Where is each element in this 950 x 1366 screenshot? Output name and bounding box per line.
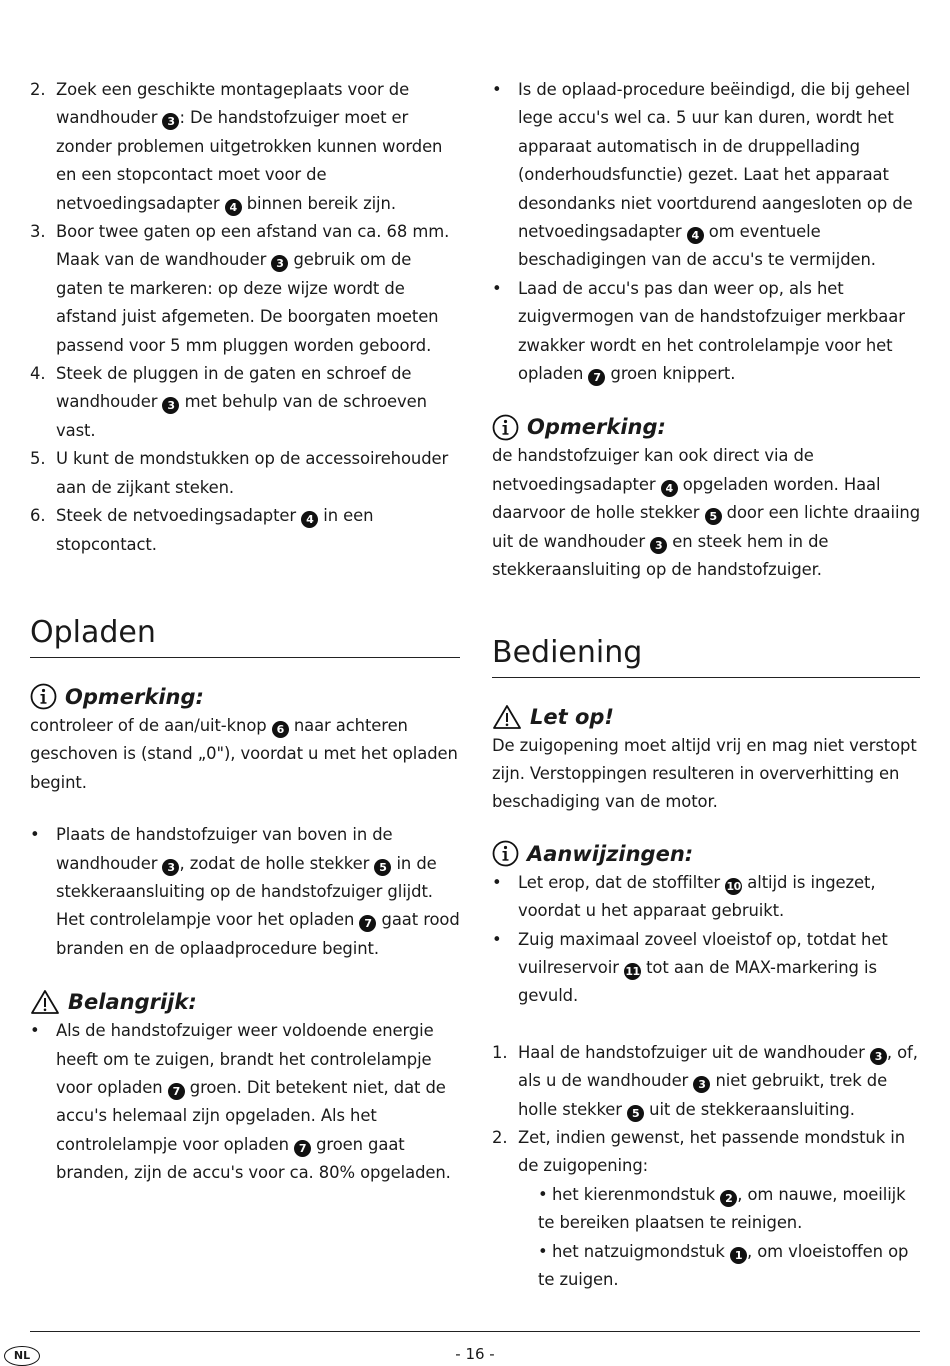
step-number: 5.	[30, 449, 46, 469]
section-title-opladen: Opladen	[30, 613, 460, 658]
bullet: •	[492, 872, 502, 892]
list-item	[30, 218, 460, 360]
step-text: Steek de pluggen in de gaten en schroef de wandhouder 3 met behulp van de schroeven vast.	[56, 364, 427, 440]
step-text: Steek de netvoedingsadapter 4 in een stopcontact.	[56, 506, 374, 554]
list-item	[30, 1017, 460, 1187]
bullet: •	[30, 1021, 40, 1041]
bullet-text: Plaats de handstofzuiger van boven in de wandhouder 3 , zodat de holle stekker 5 in de stekkeraansluiting op de handstofzuiger glijdt. Het controlelampje voor het opladen 7 gaat rood branden en de oplaadprocedure begint.	[56, 825, 460, 958]
reference-number-marker: 7	[359, 915, 376, 932]
caution-text: De zuigopening moet altijd vrij en mag niet verstopt zijn. Verstoppingen resulteren in oververhitting en beschadiging van de motor.	[492, 735, 917, 812]
step-number: 6.	[30, 506, 46, 526]
list-item	[30, 502, 460, 559]
note-heading	[492, 412, 920, 442]
info-icon	[492, 840, 519, 867]
note-text: de handstofzuiger kan ook direct via de netvoedingsadapter 4 opgeladen worden. Haal daarvoor de holle stekker 5 door een lichte draaiing uit de wandhouder 3 en steek hem in de stekkeraansluiting op de handstofzuiger.	[492, 446, 921, 580]
reference-number-marker: 4	[687, 227, 704, 244]
important-bullets	[30, 1017, 460, 1187]
reference-number-marker: 7	[588, 369, 605, 386]
step-text: Zet, indien gewenst, het passende mondstuk in de zuigopening:	[518, 1127, 905, 1176]
reference-number-marker: 3	[162, 113, 179, 130]
reference-number-marker: 10	[726, 879, 741, 893]
charging-bullets-continued	[492, 76, 920, 388]
bullet: •	[492, 929, 502, 949]
reference-number-marker: 3	[162, 397, 179, 414]
step-number: 4.	[30, 364, 46, 384]
mounting-steps	[30, 76, 460, 559]
warning-icon	[492, 704, 522, 730]
right-column	[492, 76, 920, 1294]
reference-number-marker: 4	[225, 199, 242, 216]
section-title-bediening: Bediening	[492, 633, 920, 678]
bullet-text: Is de oplaad-procedure beëindigd, die bij geheel lege accu's wel ca. 5 uur kan duren, wordt het apparaat automatisch in de druppellading (onderhoudsfunctie) gezet. Laat het apparaat desondanks niet voortdurend aangesloten op de netvoedingsadapter 4 om eventuele beschadigingen van de accu's te vermijden.	[518, 80, 913, 270]
list-item	[538, 1181, 920, 1238]
reference-number-marker: 2	[720, 1190, 737, 1207]
reference-number-marker: 11	[625, 964, 640, 978]
info-icon	[30, 683, 57, 710]
charging-bullets	[30, 821, 460, 963]
reference-number-marker: 7	[294, 1140, 311, 1157]
left-column	[30, 76, 460, 1188]
list-item	[30, 445, 460, 502]
reference-number-marker: 3	[650, 537, 667, 554]
caution-heading	[492, 702, 920, 732]
reference-number-marker: 3	[693, 1076, 710, 1093]
bullet-text: Let erop, dat de stoffilter 10 altijd is ingezet, voordat u het apparaat gebruikt.	[518, 872, 876, 921]
step-number: 3.	[30, 222, 46, 242]
bullet: •	[30, 825, 40, 845]
list-item	[492, 1124, 920, 1294]
nozzle-options	[518, 1181, 920, 1295]
reference-number-marker: 5	[627, 1105, 644, 1122]
list-item	[492, 76, 920, 275]
important-heading	[30, 987, 460, 1017]
list-item	[30, 821, 460, 963]
bullet: •	[492, 278, 502, 298]
list-item	[492, 275, 920, 389]
bullet-text: Als de handstofzuiger weer voldoende energie heeft om te zuigen, brandt het controlelampje voor opladen 7 groen. Dit betekent niet, dat de accu's helemaal zijn opgeladen. Als het controlelampje voor opladen 7 groen gaat branden, zijn de accu's voor ca. 80% opgeladen.	[56, 1021, 451, 1183]
list-item	[30, 360, 460, 445]
reference-number-marker: 3	[162, 859, 179, 876]
list-item	[492, 926, 920, 1011]
page-number: - 16 -	[455, 1345, 495, 1363]
step-number: 2.	[492, 1127, 508, 1147]
reference-number-marker: 1	[730, 1247, 747, 1264]
list-item	[30, 76, 460, 218]
warning-icon	[30, 989, 60, 1015]
sub-bullet-text: het kierenmondstuk 2 , om nauwe, moeilijk te bereiken plaatsen te reinigen.	[538, 1184, 906, 1233]
list-item	[492, 1039, 920, 1124]
sub-bullet-text: het natzuigmondstuk 1 , om vloeistoffen op te zuigen.	[538, 1241, 909, 1289]
list-item	[492, 869, 920, 926]
step-number: 1.	[492, 1042, 508, 1062]
footer-divider	[30, 1331, 920, 1332]
step-text: U kunt de mondstukken op de accessoirehouder aan de zijkant steken.	[56, 449, 449, 497]
note-heading	[30, 682, 460, 712]
reference-number-marker: 3	[271, 255, 288, 272]
bullet-text: Laad de accu's pas dan weer op, als het zuigvermogen van de handstofzuiger merkbaar zwakker wordt en het controlelampje voor het opladen 7 groen knippert.	[518, 278, 905, 385]
step-number: 2.	[30, 80, 46, 99]
reference-number-marker: 4	[301, 511, 318, 528]
reference-number-marker: 5	[374, 859, 391, 876]
reference-number-marker: 7	[168, 1083, 185, 1100]
note-title: Opmerking:	[527, 415, 666, 440]
reference-number-marker: 3	[870, 1048, 887, 1065]
language-badge: NL	[4, 1346, 40, 1366]
operation-steps	[492, 1039, 920, 1295]
info-icon	[492, 414, 519, 441]
bullet: •	[492, 80, 502, 99]
reference-number-marker: 6	[272, 721, 289, 738]
sub-bullet: •	[538, 1184, 548, 1204]
list-item	[538, 1238, 920, 1295]
reference-number-marker: 4	[661, 480, 678, 497]
caution-title: Let op!	[530, 704, 615, 729]
note-title: Opmerking:	[65, 684, 204, 709]
important-title: Belangrijk:	[68, 990, 197, 1015]
sub-bullet: •	[538, 1241, 548, 1261]
step-text: Boor twee gaten op een afstand van ca. 68 mm. Maak van de wandhouder 3 gebruik om de gaten te markeren: op deze wijze wordt de afstand juist afgemeten. De boorgaten moeten passend voor 5 mm pluggen worden geboord.	[56, 222, 450, 355]
hints-bullets	[492, 869, 920, 1011]
reference-number-marker: 5	[705, 508, 722, 525]
step-text: Zoek een geschikte montageplaats voor de wandhouder 3 : De handstofzuiger moet er zonder problemen uitgetrokken kunnen worden en een stopcontact moet voor de netvoedingsadapter 4 binnen bereik zijn.	[56, 80, 443, 214]
note-text: controleer of de aan/uit-knop 6 naar achteren geschoven is (stand „0"), voordat u met het opladen begint.	[30, 715, 458, 792]
step-text: Haal de handstofzuiger uit de wandhouder 3 , of, als u de wandhouder 3 niet gebruikt, trek de holle stekker 5 uit de stekkeraansluiting.	[518, 1042, 918, 1120]
hints-title: Aanwijzingen:	[527, 841, 694, 866]
bullet-text: Zuig maximaal zoveel vloeistof op, totdat het vuilreservoir 11 tot aan de MAX-markering is gevuld.	[518, 929, 888, 1006]
hints-heading	[492, 839, 920, 869]
